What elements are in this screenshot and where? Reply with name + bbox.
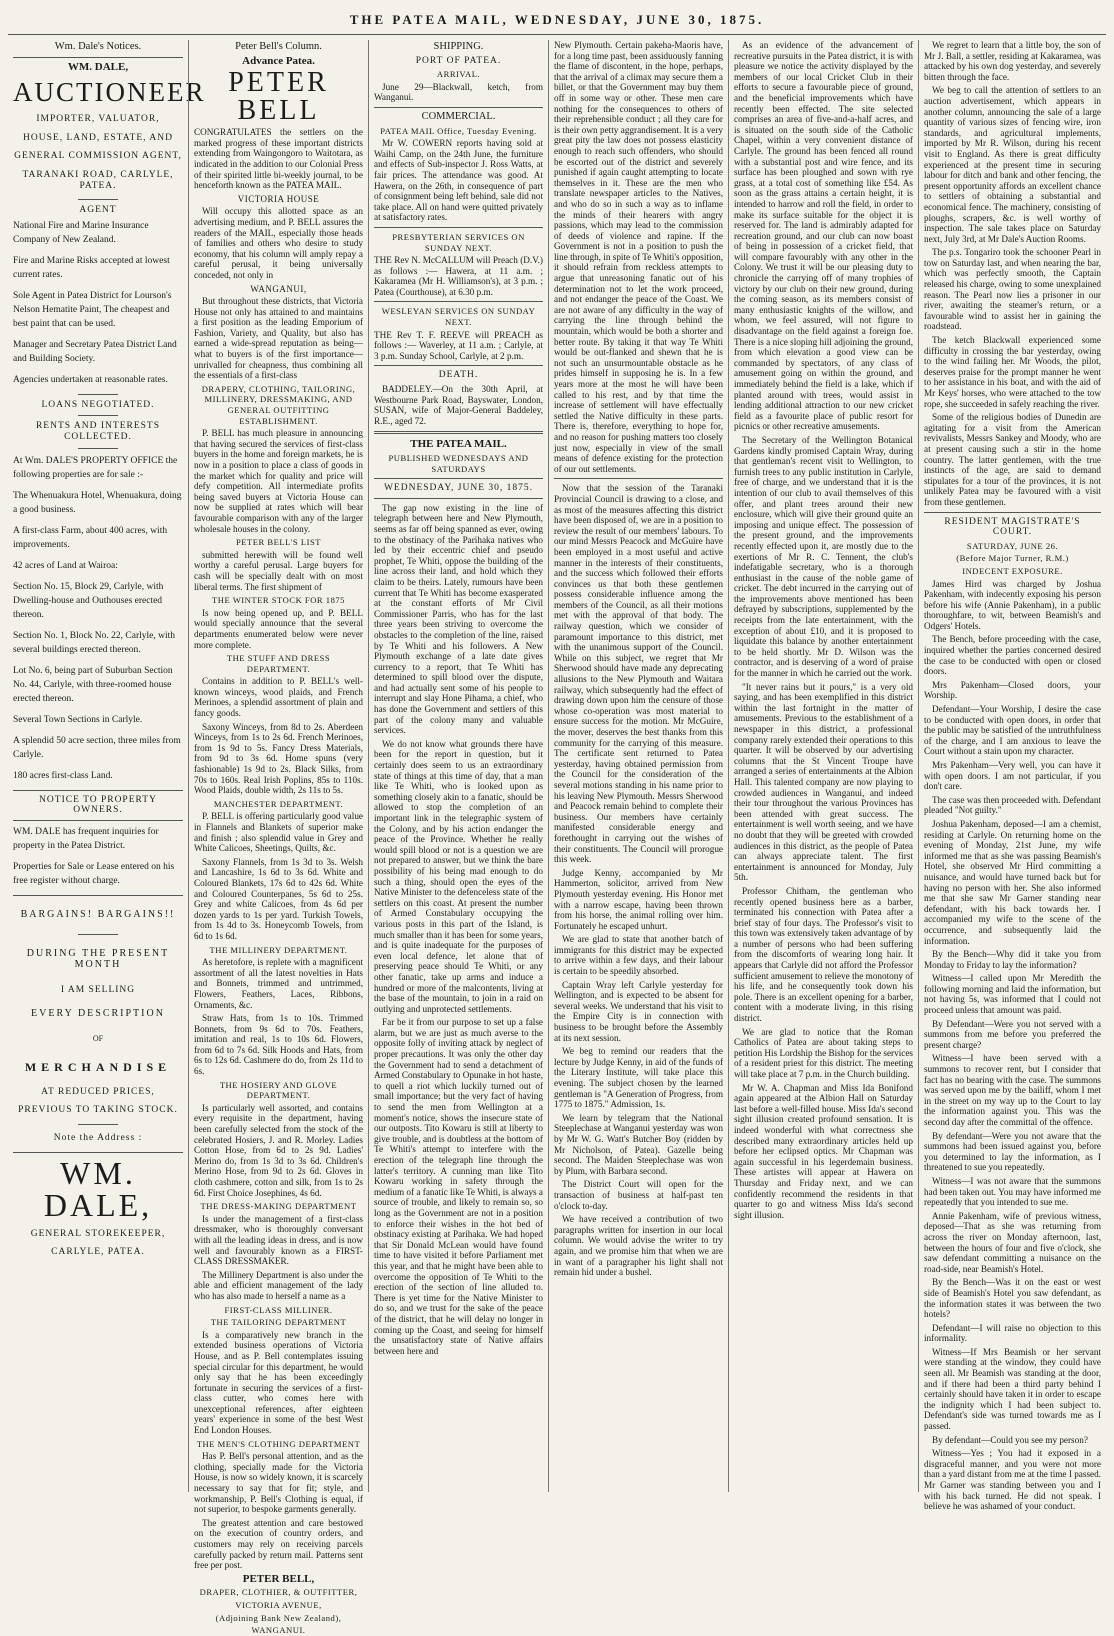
court-paragraph: By the Bench—Why did it take you from Monday to Friday to lay the information? xyxy=(924,949,1101,970)
editorial-paragraph: Now that the session of the Taranaki Provincial Council is drawing to a close, and as most of the measures affecting this district have been disposed of, we are in a position to review the result of our members' labours. To our mind Messrs Peacock and McGuire have been employed in a most useful and active manner in the interests of their constituents, and the success which followed their efforts convinces us that both these gentlemen possess considerable influence among the members of the Council, as all their motions met with the approval of that body. The railway question, which we consider of paramount importance to this district, met with the unanimous support of the Council. While on this subject, we regret that Mr Sherwood should have made any deprecating allusions to the New Plymouth and Waitara railway, which subsequently had the effect of drawing down upon him the censure of those whose co-operation was most material to ensure success for the motion. Mr McGuire, the mover, deserves the best thanks from this community for the carrying of this measure. The certificate sent returned to Patea yesterday, having obtained permission from the Council for the consideration of the several motions standing in his name prior to his leaving New Plymouth. Messrs Sherwood and Peacock remain behind to complete their business. Our members have certainly manifested considerable energy and forethought in carrying out the wishes of their constituents. The Council will prorogue this week. xyxy=(554,483,723,865)
ad-paragraph: Section No. 15, Block 29, Carlyle, with Dwelling-house and Outhouses erected thereon. xyxy=(13,581,164,620)
article-paragraph: Contains in addition to P. BELL's well-known winceys, wood plaids, and French Merinoes, a splendid assortment of plain and fancy goods. xyxy=(194,676,363,719)
editorial-paragraph: We do not know what grounds there have been for the report in question, but it certainly does seem to us an extraordinary state of things at this time of day, that a man like Te Whiti, who is looked upon as something closely akin to a fanatic, should be allowed to stop the completion of an important link in the telegraphic system of the Colony, and by his action endanger the peace of the Province. Whether he really would spill blood or not is a question we are not prepared to answer, but we think the bare possibility of his being mad enough to do such a thing, should open the eyes of the Native Minister to the defenceless state of the settlers on this coast. At present the number of Armed Constabulary occupying the various posts in this part of the Island, is much smaller than it has been for some years, and is quite inadequate for the purposes of even local defence, let alone that of preserving peace should Te Whiti, or any other fanatic, take up arms and induce a hundred or more of the malcontents, living at the base of the mountain, to join in a raid on outlying and unprotected settlements. xyxy=(374,738,543,1014)
court-paragraph: Witness—Yes ; You had it exposed in a disgraceful manner, and you were not more than a yard distant from me at the time I passed. Mr Garner was standing between you and I with his back turned. He did not speak. I believe he was ashamed of your conduct. xyxy=(924,1448,1101,1512)
divider xyxy=(374,498,543,499)
editorial-paragraph: New Plymouth. Certain pakeha-Maoris have, for a long time past, been assiduously fanning the flame of discontent, in the hope, perhaps, that the arrival of a climax may secure them a billet, or that the Government may buy them off in some way or other. These men care nothing for the consequences to others of their reprehensible conduct ; all they care for is their own petty aggrandisement. It is a very great pity the law does not possess elasticity enough to reach such offenders, who should be escorted out of the district and severely punished if again caught attempting to locate themselves in it. These are the men who translate newspaper articles to the Natives, and who do so in such a way as to inflame the minds of their hearers with angry passions, which may lead to the commission of deeds of violence and rapine. If the Government is not in a position to push the line through, in spite of Te Whiti's opposition, it should refrain from reckless attempts to argue that unreasoning fanatic out of his determination not to let the work proceed, and not endanger the peace of the Coast. We are not aware of any difficulty in the way of carrying the line through behind the mountain, which would be both a shorter and better route. By taking it that way Te Whiti would be out-flanked and shewn that he is not such an unsurmountable obstacle as he prides himself in supposing he is. In a few years more at the most he will have been called to his rest, and by that time the increase of settlement will have effectually settled the Native difficulty in these parts. There is, therefore, everything to hope for, and no reason for pushing matters too closely just now, especially in view of the small means of defence existing for the protection of our out settlements. xyxy=(554,40,723,474)
article-paragraph: Is now being opened up, and P. BELL would specially announce that the several departments enumerated below were never more complete. xyxy=(194,607,363,650)
divider xyxy=(78,448,118,449)
article-paragraph: P. BELL has much pleasure in announcing that having secured the services of first-class buyers in the home and foreign markets, he is now in a position to place a class of goods in the market which for quality and price will defy competition. All intermediate profits being saved buyers at Victoria House can now be supplied at rates which will bear favourable comparison with any of the larger wholesale houses in the colony. xyxy=(194,428,363,534)
signature-line: (Adjoining Bank New Zealand), xyxy=(215,1612,342,1623)
news-paragraph: Captain Wray left Carlyle yesterday for Wellington, and is expected to be absent for several weeks. We understand that his visit to the Empire City is in connection with business to be brought before the Assembly at its next session. xyxy=(554,979,723,1043)
edition-date: WEDNESDAY, JUNE 30, 1875. xyxy=(383,483,534,494)
bargains-line: BARGAINS! BARGAINS!! xyxy=(20,908,176,920)
ad-paragraph: Lot No. 6, being part of Suburban Section No. 44, Carlyle, with three-roomed house erected thereon. xyxy=(13,665,173,704)
court-paragraph: Defendant—I will raise no objection to this informality. xyxy=(924,1322,1101,1344)
case-heading: INDECENT EXPOSURE. xyxy=(962,565,1063,576)
ad-paragraph: Fire and Marine Risks accepted at lowest current rates. xyxy=(13,255,170,280)
wm-dale-name: WM. DALE, xyxy=(43,1154,153,1223)
section-heading: THE STUFF AND DRESS DEPARTMENT. xyxy=(226,653,331,674)
article-paragraph: Will occupy this allotted space as an advertising medium, and P. BELL assures the readers of the MAIL, especially those heads of families and others who desire to study economy, that his column will amply repay a careful perusal, it being universally conceded, not only in xyxy=(194,206,363,280)
address-line: CARLYLE, PATEA. xyxy=(51,1247,145,1258)
news-paragraph: We regret to learn that a little boy, the son of Mr J. Ball, a settler, residing at Kakaramea, was attacked by his own dog yesterday, and severely bitten through the face. xyxy=(924,40,1101,82)
section-heading: WANGANUI, xyxy=(250,283,307,294)
divider xyxy=(13,895,183,896)
ad-subheading: NOTICE TO PROPERTY OWNERS. xyxy=(39,794,157,816)
section-heading: DRAPERY, CLOTHING, TAILORING, MILLINERY, DRESSMAKING, AND GENERAL OUTFITTING ESTABLISHMENT. xyxy=(201,383,356,426)
news-paragraph: The District Court will open for the transaction of business at half-past ten o'clock to-day. xyxy=(554,1179,723,1211)
signature-line: WANGANUI. xyxy=(251,1625,306,1636)
signature-line: DRAPER, CLOTHIER, & OUTFITTER, xyxy=(199,1587,358,1598)
court-paragraph: The case was then proceeded with. Defendant pleaded "Not guilty." xyxy=(924,794,1101,816)
storekeeper-line: GENERAL STOREKEEPER, xyxy=(30,1228,166,1239)
merchandise-line: MERCHANDISE xyxy=(24,1060,172,1075)
section-heading: MANCHESTER DEPARTMENT. xyxy=(213,798,344,809)
news-paragraph: The ketch Blackwall experienced some difficulty in crossing the bar yesterday, owing to the wind failing her. Mr Woods, the pilot, deserves praise for the prompt manner he went to her assistance in his boat, and with the aid of Mr Keys' horses, who were attached to the tow rope, she succeeded in safely reaching the river. xyxy=(924,335,1101,409)
article-paragraph: The Millinery Department is also under the able and efficient management of the lady who has also made to herself a name as a xyxy=(194,1269,363,1301)
news-paragraph: We beg to call the attention of settlers to an auction advertisement, which appears in another column, announcing the sale of a large quantity of various sizes of fencing wire, iron standards, and agricultural implements, imported by Mr R. Wilson, during his recent visit to England. As there is great difficulty experienced at the present time in securing labour for ditch and bank and other fencing, the present opportunity affords an excellent chance to settlers of obtaining a substantial and economical fence. The machinery, consisting of ploughs, scrapers, &c. is well worthy of inspection. The sale takes place on Saturday next, July 3rd, at Mr Dale's Auction Rooms. xyxy=(924,85,1101,244)
column-heading: Peter Bell's Column. xyxy=(235,41,322,52)
notice-heading: WESLEYAN SERVICES ON SUNDAY NEXT. xyxy=(381,306,536,328)
previous-line: PREVIOUS TO TAKING STOCK. xyxy=(18,1105,178,1116)
article-paragraph: As heretofore, is replete with a magnificent assortment of all the latest novelties in Hats and Bonnets, trimmed and untrimmed, Flowers, Feathers, Laces, Ribbons, Ornaments, &c. xyxy=(194,957,363,1010)
divider xyxy=(374,365,543,366)
divider xyxy=(78,934,118,935)
column-news-court xyxy=(918,40,1106,1512)
note-line: Note the Address : xyxy=(53,1133,143,1144)
ad-paragraph: At Wm. DALE'S PROPERTY OFFICE the following properties are for sale :- xyxy=(13,455,178,480)
divider xyxy=(924,512,1101,513)
during-line: DURING THE PRESENT MONTH xyxy=(26,948,170,970)
court-paragraph: The Bench, before proceeding with the case, inquired whether the parties concerned desired the case to be conducted with open or closed doors. xyxy=(924,634,1101,677)
court-paragraph: By Defendant—Were you not served with a summons from me before you preferred the present charge? xyxy=(924,1018,1101,1050)
news-paragraph: We have received a contribution of two paragraphs written for insertion in our local column. We would advise the writer to try again, and we promise him that when we are in want of a paragrapher his light shall not remain hid under a bushel. xyxy=(554,1214,723,1278)
court-paragraph: Witness—I have been served with a summons to recover rent, but I consider that fact has no bearing with the case. The summons was served upon me by the bailiff, whom I met in the street on my way up to the Court to lay the information against you. This was the second day after the committal of the offence. xyxy=(924,1053,1101,1127)
price-list: Straw Hats, from 1s to 10s. Trimmed Bonnets, from 9s 6d to 70s. Feathers, imitation and real, 1s to 10s 6d. Flowers, from 6d to 7s 6d. Silk Hoods and Hats, from 6s to 12s 6d. Cashmere do do, from 2s 11d to 6s. xyxy=(194,1013,363,1077)
reduced-line: AT REDUCED PRICES, xyxy=(41,1086,155,1097)
divider xyxy=(374,227,543,228)
ad-paragraph: 42 acres of Land at Wairoa: xyxy=(13,560,118,571)
article-paragraph: submitted herewith will be found well worthy a careful perusal. Large buyers for cash will be specially dealt with on most liberal terms. The first shipment of xyxy=(194,549,363,592)
ad-subheading: AGENT xyxy=(79,205,117,216)
court-paragraph: Mrs Pakenham—Closed doors, your Worship. xyxy=(924,679,1101,701)
article-paragraph: Is under the management of a first-class dressmaker, who is thoroughly conversant with all the leading ideas in dress, and is now well and favourably known as a FIRST-CLASS DRESSMAKER. xyxy=(194,1213,363,1267)
article-paragraph: But throughout these districts, that Victoria House not only has attained to and maintains a first position as the leading Emporium of Fashion, Variety, and Quality, but also has earned a wide-spread reputation as being—what to buyers is of the first importance—unrivalled for cheapness, thus combining all the essentials of a first-class xyxy=(194,296,363,381)
news-paragraph: We are glad to notice that the Roman Catholics of Patea are about taking steps to petition His Lordship the Bishop for the services of a resident priest for this district. The meeting will take place at 7 p.m. in the Church building. xyxy=(734,1026,913,1079)
court-paragraph: Joshua Pakenham, deposed—I am a chemist, residing at Carlyle. On returning home on the evening of Monday, 21st June, my wife informed me that as she was passing Beamish's Hotel, she observed Mr Hird committing a nuisance, and would have turned back but for having no person with her. She also informed me that she saw Mr Garner standing near defendant, with his back towards her. I accompanied my wife to the scene of the occurrence, and subsequently laid the information. xyxy=(924,818,1101,946)
office-line: PATEA MAIL Office, Tuesday Evening. xyxy=(380,125,537,136)
ad-line: HOUSE, LAND, ESTATE, AND xyxy=(23,132,173,143)
price-list: Saxony Winceys, from 8d to 2s. Aberdeen Winceys, from 1s to 2s 6d. French Merinoes, from 1s 9d to 5s. Fancy Dress Materials, from 9d to 3s 6d. Home spuns (very fashionable) 1s 9d to 2s. Black Silks, from 70s to 160s. Real Irish Poplins, 85s to 110s. Wood Plaids, double width, 2s 11s to 5s. xyxy=(194,721,363,796)
article-paragraph: The greatest attention and care bestowed on the execution of country orders, and customers may rely on receiving parcels carefully packed by return mail. Patterns sent free per post. xyxy=(194,1517,363,1571)
news-paragraph: Some of the religious bodies of Dunedin are agitating for a visit from the American revivalists, Messrs Sankey and Moody, who are at present causing such a stir in the home country. The latter gentlemen, with the true instincts of the age, are said to demand stipulates for a tour of the provinces, it is not unlikely Patea may be favoured with a visit from these gentlemen. xyxy=(924,412,1101,507)
news-paragraph: The Secretary of the Wellington Botanical Gardens kindly promised Captain Wray, during that gentleman's recent visit to Wellington, to furnish trees to any public institution in Carlyle, free of charge, and we understand that it is the intention of our club to avail themselves of this offer, and plant trees around their new enclosure, which will give their ground quite an imposing and unique effect. The possession of the present ground, and the improvements recently effected upon it, are mostly due to the exertions of Mr R. C. Tennent, the club's indefatigable secretary, who is a thorough enthusiast in the cause of the noble game of cricket. The debt incurred in the carrying out of the improvements above mentioned has been defrayed by subscriptions, supplemented by the receipts from the late entertainment, with the exception of about £10, and it is proposed to liquidate this balance by another entertainment to be held shortly. Mr D. Wilson was the contractor, and is deserving of a word of praise for the manner in which he carried out the work. xyxy=(734,434,913,679)
news-paragraph: The p.s. Tongariro took the schooner Pearl in tow on Saturday last, and when nearing the bar, which was perfectly smooth, the Captain released his charge, owing to some unexplained reason. The Pearl now lies a prisoner in our river, awaiting the steamer's return, or a favourable wind to assist her in gaining the roadstead. xyxy=(924,247,1101,332)
article-paragraph: CONGRATULATES the settlers on the marked progress of these important districts extending from Waingongoro to Waitotara, as indicated in the addition to our Colonial Press of their spirited little bi-weekly journal, to be henceforth known as the PATEA MAIL. xyxy=(194,127,363,191)
divider xyxy=(78,1124,118,1125)
article-paragraph: June 29—Blackwall, ketch, from Wanganui. xyxy=(374,81,543,103)
court-paragraph: Annie Pakenham, wife of previous witness, deposed—That as she was returning from across the river on Monday afternoon, last, between the hours of four and five o'clock, she saw defendant committing a nuisance on the road-side, near Beamish's Hotel. xyxy=(924,1210,1101,1274)
news-paragraph: Professor Chitham, the gentleman who recently opened business here as a barber, terminated his connection with Patea after a brief stay of four days. The Professor's visit to this town was extensively taken advantage of by a number of persons who had been suffering from the discomforts of wearing long hair. It appears that Carlyle did not afford the Professor sufficient amusement to relieve the monotony of his life, and he consequently took down his pole. There is an excellent opening for a barber, content with a moderate living, in this rising district. xyxy=(734,885,913,1024)
section-heading: THE MILLINERY DEPARTMENT. xyxy=(209,944,348,955)
ad-paragraph: National Fire and Marine Insurance Company of New Zealand. xyxy=(13,220,149,245)
masthead: THE PATEA MAIL, WEDNESDAY, JUNE 30, 1875. xyxy=(349,12,765,27)
editorial-paragraph: The gap now existing in the line of telegraph between here and New Plymouth, seems as far off being spanned as ever, owing to the obstinacy of the Parihaka natives who led by their eccentric chief and pseudo prophet, Te Whiti, oppose the building of the line across their land, and hold which they claim to be theirs. Lately, rumours have been current that Te Whiti has become exasperated at the constant efforts of Mr Civil Commissioner Parris, who has for the last three years been striving to overcome the obstacles to the completion of the line, raised by Te Whiti and his followers. A New Plymouth exchange of a late date gives currency to a report, that Te Whiti has determined to spill blood over the dispute, and had actually sent some of his people to interrupt and slay Hone Pihama, a chief, who has done the Government and settlers of this part of the colony many and valuable services. xyxy=(374,502,543,736)
court-paragraph: James Hird was charged by Joshua Pakenham, with indecently exposing his person before his wife (Annie Pakenham), in a public thoroughfare, to wit, between Beamish's and Odgers' Hotels. xyxy=(924,578,1101,631)
divider xyxy=(78,394,118,395)
divider xyxy=(78,199,118,200)
section-heading: SHIPPING. xyxy=(433,41,484,52)
ad-paragraph: WM. DALE has frequent inquiries for property in the Patea District. xyxy=(13,826,159,851)
ad-paragraph: Properties for Sale or Lease entered on his free register without charge. xyxy=(13,861,175,886)
selling-line: I AM SELLING xyxy=(60,984,136,995)
column-dale-notices xyxy=(8,40,206,1492)
court-paragraph: By defendant—Were you not aware that the summons had been issued against you, before you determined to lay the information, as I threatened to sue you repeatedly. xyxy=(924,1130,1101,1173)
ad-paragraph: Section No. 1, Block No. 22, Carlyle, with several buildings erected thereon. xyxy=(13,630,176,655)
news-paragraph: Mr W. A. Chapman and Miss Ida Bonifond again appeared at the Albion Hall on Saturday last before a well-filled house. Miss Ida's second sight illusion created profound sensation. It is indeed wonderful with what correctness she described many extraordinary articles held up before her eclipsed optics. Mr Chapman was again successful in his legerdemain business. These artistes will appear at Hawera on Thursday and Friday next, and we can confidently recommend the residents in that quarter to go and witness Miss Ida's second sight illusion. xyxy=(734,1082,913,1220)
ad-line: GENERAL COMMISSION AGENT, xyxy=(14,151,182,162)
court-paragraph: Witness—If Mrs Beamish or her servant were standing at the window, they could have seen all. Mr Beamish was standing at the door, and if there had been a third party behind I certainly should have taken it in order to escape the indignity which I had been subject to. Defendant's side was turned towards me as I passed. xyxy=(924,1346,1101,1432)
section-heading: COMMERCIAL. xyxy=(421,110,496,122)
divider xyxy=(374,478,543,479)
divider xyxy=(78,415,118,416)
section-heading: VICTORIA HOUSE xyxy=(237,193,320,204)
peter-bell-title: PETER BELL xyxy=(228,67,329,127)
court-paragraph: By the Bench—Was it on the east or west side of Beamish's Hotel you saw defendant, as the information states it was between the two hotels? xyxy=(924,1277,1101,1320)
article-paragraph: Is particularly well assorted, and contains every requisite in the department, having been carefully selected from the stock of the celebrated Hosiers, J. and R. Morley. Ladies Cotton Hose, from 6d to 2s 9d. Ladies' Merino do, from 1s 3d to 3s 6d. Children's Merino Hose, from 9d to 2s 6d. Gloves in cloth cashmere, cotton and silk, from 1s to 2s 6d. First Choice Josephines, 4s 6d. xyxy=(194,1102,363,1198)
news-paragraph: We are glad to state that another batch of immigrants for this district may be expected to arrive within a few days, and their labour is certain to be speedily absorbed. xyxy=(554,934,723,977)
dale-advert xyxy=(13,114,183,1258)
column-editorial-continued xyxy=(548,40,728,1492)
divider xyxy=(13,57,183,58)
masthead-rule xyxy=(8,34,1106,35)
ad-paragraph: Agencies undertaken at reasonable rates. xyxy=(13,374,168,385)
news-paragraph: We learn by telegram that the National Steeplechase at Wanganui yesterday was won by Mr W. G. Watt's Butcher Boy (ridden by Mr Nicholson, of Patea). Gazelle being second. The Maiden Steeplechase was won by Plum, with Barbara second. xyxy=(554,1112,723,1176)
news-paragraph: As an evidence of the advancement of recreative pursuits in the Patea district, it is with pleasure we notice the activity displayed by the members of our local Cricket Club in their efforts to secure a favourable piece of ground, and the beneficial improvements which have recently been effected. The site selected comprises an area of five-and-a-half acres, and is situated on the south side of the Catholic Chapel, within a very convenient distance of Carlyle. The ground has been fenced all round with a substantial post and wire fence, and its surface has been ploughed and sown with rye grass, at a total cost of something like £54. As soon as the grass attains a certain height, it is intended to harrow and roll the field, in order to make its surface suitable for the object it is reserved for. The land is admirably adapted for recreation ground, and our club can now boast of being in possession of a cricket field, that will compare favourably with any other in the Colony. We trust it will be our pleasing duty to chronicle the carrying off of many trophies of victory by our club on their new ground, during the coming season, as its members consist of many enthusiastic knights of the willow, and whom, we feel assured, will not figure to disadvantage on the field against a foreign foe. There is a nice sloping hill adjoining the ground, from which elevation a good view can be commanded by spectators, of any class of amusement going on within the ground, and immediately behind the field is a lake, which if planted around with trees, would assist in lending additional attraction to our new cricket field as a favourite place of public resort for picnics or other recreative amusements. xyxy=(734,40,913,432)
ad-subheading: RENTS AND INTERESTS COLLECTED. xyxy=(35,421,161,442)
column-subheading: Advance Patea. xyxy=(242,54,315,67)
ad-paragraph: A first-class Farm, about 400 acres, with improvements. xyxy=(13,525,168,550)
news-paragraph: We beg to remind our readers that the lecture by Judge Kenny, in aid of the funds of the Literary Institute, will take place this evening. The subject chosen by the learned gentleman is "A Generation of Progress, from 1775 to 1875." Admission, 1s. xyxy=(554,1046,723,1110)
divider xyxy=(554,478,723,479)
notice-heading: DEATH. xyxy=(438,370,479,381)
divider xyxy=(374,301,543,302)
notice-paragraph: BADDELEY.—On the 30th April, at Westbourne Park Road, Bayswater, London, SUSAN, wife of Major-General Baddeley, R.E., aged 72. xyxy=(374,384,543,426)
article-paragraph: Mr W. COWERN reports having sold at Waihi Camp, on the 24th June, the furniture and effects of Sub-inspector J. Ross Watts, at fair prices. The attendance was good. At Hawera, on the 26th, in consequence of part of consignment being left behind, sale did not take place. All on hand were quitted privately at satisfactory rates. xyxy=(374,138,543,223)
ad-paragraph: The Whenuakura Hotel, Whenuakura, doing a good business. xyxy=(13,490,182,515)
signature-line: VICTORIA AVENUE, xyxy=(235,1599,322,1610)
column-peter-bell xyxy=(188,40,368,1636)
section-heading: THE HOSIERY AND GLOVE DEPARTMENT. xyxy=(219,1079,338,1101)
article-paragraph: P. BELL is offering particularly good value in Flannels and Blankets of superior make and finish ; also splendid value in Grey and White Calicoes, Sheetings, Quilts, &c. xyxy=(194,811,363,854)
section-subheading: PORT OF PATEA. xyxy=(415,55,502,66)
section-heading: PETER BELL'S LIST xyxy=(235,537,321,548)
court-bench: (Before Major Turner, R.M.) xyxy=(956,553,1069,564)
notice-heading: PRESBYTERIAN SERVICES ON SUNDAY NEXT. xyxy=(392,231,525,253)
column-shipping-editorial xyxy=(368,40,548,1492)
signature-name: PETER BELL, xyxy=(242,1572,315,1585)
court-paragraph: Mrs Pakenham—Very well, you can have it with open doors. I am not particular, if you don't care. xyxy=(924,760,1101,792)
editorial-paragraph: Far be it from our purpose to set up a false alarm, but we are just as much averse to the opposite folly of inviting attack by neglect of proper precautions. It was only the other day the Government had to send a detachment of Armed Constabulary to Opunake in hot haste, to quell a riot which luckily turned out of small importance; but the very fact of having to send the men from Wellington at a moment's notice, shows the insecure state of our outposts. Tito Kowaru is still at liberty to give trouble, and is doubtless at the bottom of Te Whiti's attempt to interfere with the erection of the telegraph line through the latter's territory. A cunning man like Tito Kowaru working in safety through the medium of a fanatic like Te Whiti, is always a source of trouble, and likely to remain so, so long as the Government are not in a position to enforce their wishes in the hot bed of obstinacy existing at Parihaka. We had hoped that Sir Donald McLean would have found time to have visited it before Parliament met this year, and that he might have been able to overcome the opposition of Te Whiti to the erection of the section of line alluded to. There is yet time for the Native Minister to do so, and we trust for the sake of the peace of the district, that he will delay no longer in coming up the Coast, and seeing for himself the unsatisfactory state of Native affairs between here and xyxy=(374,1017,543,1356)
column-local-news xyxy=(728,40,918,1492)
court-paragraph: By defendant—Could you see my person? xyxy=(932,1434,1088,1445)
paper-title: THE PATEA MAIL. xyxy=(410,438,507,451)
court-paragraph: Witness—I was not aware that the summons had been taken out. You may have informed me repeatedly that you intended to sue me. xyxy=(924,1175,1101,1208)
publication-line: PUBLISHED WEDNESDAYS AND SATURDAYS xyxy=(388,453,529,474)
news-paragraph: Judge Kenny, accompanied by Mr Hammerton, solicitor, arrived from New Plymouth yesterday evening. His Honor met with a narrow escape, having been thrown from his horse, the animal rolling over him. Fortunately he escaped unhurt. xyxy=(554,867,723,931)
ad-paragraph: Manager and Secretary Patea District Land and Building Society. xyxy=(13,339,177,364)
section-subheading: ARRIVAL. xyxy=(436,69,481,80)
ad-subheading: LOANS NEGOTIATED. xyxy=(41,399,155,410)
ad-paragraph: Several Town Sections in Carlyle. xyxy=(13,714,143,725)
divider xyxy=(13,820,183,821)
divider xyxy=(374,431,543,434)
of-line: OF xyxy=(92,1033,104,1043)
notice-paragraph: THE Rev N. McCALLUM will Preach (D.V.) as follows :— Hawera, at 11 a.m. ; Kakaramea (Mr H. Williamson's), at 3 p.m. ; Patea (Courthouse), at 6.30 p.m. xyxy=(374,255,543,297)
article-paragraph: Has P. Bell's personal attention, and as the clothing, specially made for the Victoria House, is now so widely known, it is scarcely necessary to say that for fit; style, and workmanship, P. Bell's Clothing is equal, if not superior, to bespoke garments generally. xyxy=(194,1451,363,1515)
court-paragraph: Witness—I called upon Mr Meredith the following morning and laid the information, but not having 5s, was informed that I could not proceed unless that amount was paid. xyxy=(924,973,1101,1016)
advertiser-name: WM. DALE, xyxy=(67,60,129,73)
divider xyxy=(13,1152,183,1153)
court-heading: RESIDENT MAGISTRATE'S COURT. xyxy=(944,516,1081,538)
section-heading: FIRST-CLASS MILLINER. xyxy=(224,1304,333,1315)
section-heading: THE WINTER STOCK FOR 1875 xyxy=(212,595,345,606)
divider xyxy=(13,790,183,791)
column-heading: Wm. Dale's Notices. xyxy=(54,41,142,52)
section-heading: THE DRESS-MAKING DEPARTMENT xyxy=(200,1201,357,1212)
ad-paragraph: 180 acres first-class Land. xyxy=(13,770,113,781)
notice-paragraph: THE Rev T. F. REEVE will PREACH as follows :— Waverley, at 11 a.m. ; Carlyle, at 3 p.m. Sunday School, Carlyle, at 2 p.m. xyxy=(374,329,543,361)
price-list: Saxony Flannels, from 1s 3d to 3s. Welsh and Lancashire, 1s 6d to 3s 6d. White and Coloured Blankets, 17s 6d to 42s 6d. White and Coloured Counterpanes, 5s 6d to 25s. Grey and white Calicoes, from 4s 6d per dozen yards to 1s per yard. Turkish Towels, from 1s 4d to 3s. Honeycomb Towels, from 6d to 1s 6d. xyxy=(194,856,363,941)
every-line: EVERY DESCRIPTION xyxy=(31,1008,165,1020)
ad-paragraph: Sole Agent in Patea District for Lourson's Nelson Hematite Paint, The cheapest and best paint that can be used. xyxy=(13,290,172,329)
ad-paragraph: A splendid 50 acre section, three miles from Carlyle. xyxy=(13,735,181,760)
court-date: SATURDAY, JUNE 26. xyxy=(966,540,1059,551)
section-heading: THE TAILORING DEPARTMENT xyxy=(210,1317,347,1328)
divider xyxy=(374,107,543,108)
section-heading: THE MEN'S CLOTHING DEPARTMENT xyxy=(196,1438,361,1449)
court-paragraph: Defendant—Your Worship, I desire the case to be conducted with open doors, in order that the public may be satisfied of the untruthfulness of the charge, and I am anxious to leave the Court without a stain upon my character. xyxy=(924,704,1101,757)
auctioneer-title: AUCTIONEER xyxy=(13,77,206,108)
article-paragraph: Is a comparatively new branch in the extended business operations of Victoria House, and as P. Bell contemplates issuing special circular for this department, he would only say that he has been exceedingly fortunate in securing the services of a first-class cutter, who comes here with unexceptional references, after eighteen years' experience in some of the best West End London Houses. xyxy=(194,1329,363,1436)
ad-line: IMPORTER, VALUATOR, xyxy=(36,114,160,125)
ad-line: TARANAKI ROAD, CARLYLE, PATEA. xyxy=(22,169,174,191)
news-paragraph: "It never rains but it pours," is a very old saying, and has been exemplified in this district within the last fortnight in the matter of amusements. Previous to the establishment of a newspaper in this district, a professional company rarely extended their operations to this quarter. It will be observed by our advertising columns that the St Vincent Troupe have arranged a series of entertainments at the Albion Hall. This talented company are now playing to crowded audiences in Wanganui, and indeed their tour throughout the various Provinces has been attended with great success. The entertainment is well worth seeing, and we have no doubt that they will be greeted with crowded audiences in this district, as the people of Patea can always appreciate talent. The first entertainment is announced for Monday, July 5th. xyxy=(734,681,913,883)
